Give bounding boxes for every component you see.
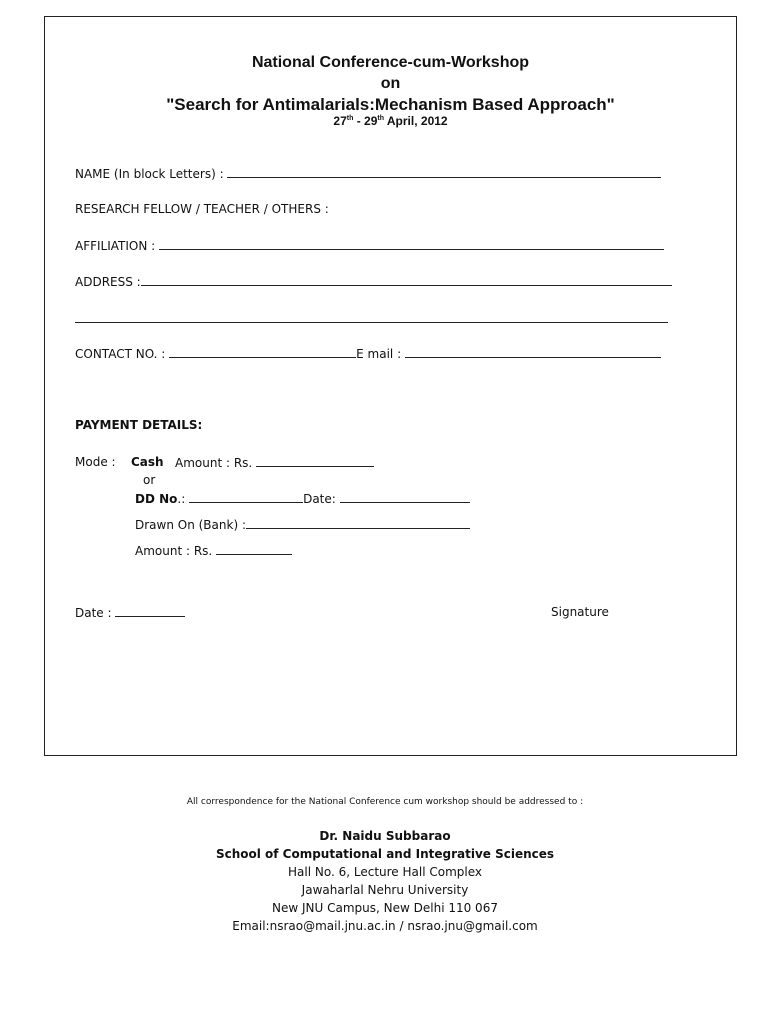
date-month-year: April, 2012 <box>384 114 448 128</box>
date-label: Date : <box>75 606 112 620</box>
dd-date-label: Date: <box>303 492 336 506</box>
contact-name: Dr. Naidu Subbarao <box>319 829 451 843</box>
address-row-2 <box>75 311 668 326</box>
date-end-day: 29 <box>364 114 378 128</box>
address-field-line2[interactable] <box>75 311 668 323</box>
drawn-on-row <box>135 517 470 532</box>
email-label: E mail : <box>356 347 402 361</box>
dd-amount-label: Amount : Rs. <box>135 544 213 558</box>
dd-amount-row <box>135 543 292 558</box>
drawn-on-label: Drawn On (Bank) : <box>135 518 246 532</box>
name-field[interactable] <box>227 166 661 178</box>
dd-row <box>135 491 470 506</box>
date-start-day: 27 <box>333 114 347 128</box>
date-end-suffix: th <box>377 115 384 122</box>
address-label: ADDRESS : <box>75 275 141 289</box>
correspondence-address <box>0 827 770 935</box>
name-row <box>75 166 661 181</box>
correspondence-note: All correspondence for the National Conference cum workshop should be addressed to : <box>186 797 584 807</box>
university-name: Jawaharlal Nehru University <box>301 883 469 897</box>
form-title-on: on <box>380 75 401 92</box>
name-label: NAME (In block Letters) : <box>75 167 224 181</box>
address-field[interactable] <box>141 274 672 286</box>
affiliation-field[interactable] <box>159 238 664 250</box>
dd-suffix: .: <box>177 492 186 506</box>
drawn-on-field[interactable] <box>246 517 470 529</box>
campus-address: New JNU Campus, New Delhi 110 067 <box>272 901 498 915</box>
school-name: School of Computational and Integrative Sciences <box>215 847 555 861</box>
signature-label: Signature <box>551 605 609 619</box>
date-start-suffix: th <box>346 115 354 122</box>
cash-amount-field[interactable] <box>256 455 374 467</box>
contact-row <box>75 346 661 361</box>
dd-number-field[interactable] <box>189 491 303 503</box>
affiliation-row <box>75 238 664 253</box>
contact-field[interactable] <box>169 346 356 358</box>
form-title: National Conference-cum-Workshop <box>251 54 530 71</box>
affiliation-label: AFFILIATION : <box>75 239 156 253</box>
or-label: or <box>143 473 156 487</box>
dd-date-field[interactable] <box>340 491 470 503</box>
hall-address: Hall No. 6, Lecture Hall Complex <box>288 865 482 879</box>
cash-option[interactable]: Cash <box>131 455 164 469</box>
date-field[interactable] <box>115 605 185 617</box>
dd-label[interactable]: DD No <box>135 492 178 506</box>
address-row <box>75 274 672 289</box>
date-row <box>75 605 185 620</box>
form-subtitle: "Search for Antimalarials:Mechanism Based Approach" <box>166 95 615 114</box>
payment-heading: PAYMENT DETAILS: <box>75 418 203 432</box>
email-field[interactable] <box>405 346 661 358</box>
cash-amount-label: Amount : Rs. <box>175 456 253 470</box>
dd-amount-field[interactable] <box>216 543 292 555</box>
contact-label: CONTACT NO. : <box>75 347 166 361</box>
mode-label: Mode : <box>75 455 116 469</box>
contact-email: Email:nsrao@mail.jnu.ac.in / nsrao.jnu@gmail.com <box>232 919 538 933</box>
cash-amount-row <box>175 455 374 470</box>
registration-form <box>44 16 737 756</box>
date-separator: - <box>353 114 365 128</box>
designation-label: RESEARCH FELLOW / TEACHER / OTHERS : <box>75 202 329 216</box>
designation-row <box>75 202 329 216</box>
event-dates <box>45 114 736 128</box>
